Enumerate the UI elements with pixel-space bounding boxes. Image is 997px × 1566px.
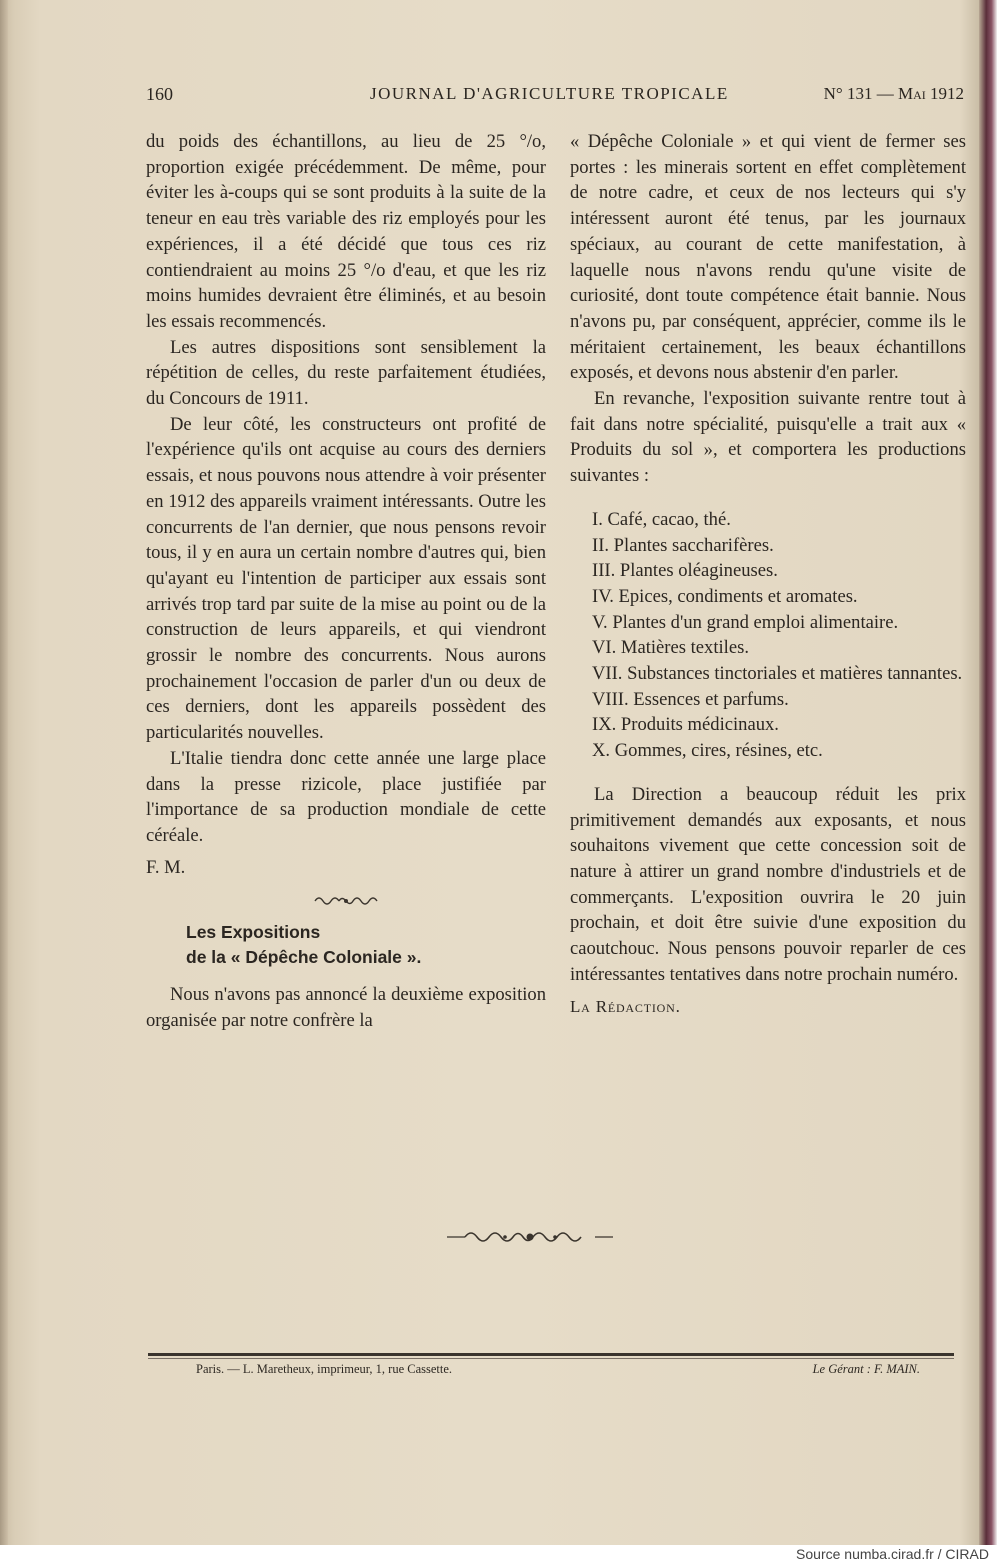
section-title: de la « Dépêche Coloniale ». [186,947,422,968]
manager-imprint: Le Gérant : F. MAIN. [812,1362,920,1376]
imprint-footer [196,1362,920,1382]
section-title: Les Expositions [186,922,321,943]
list-item: X. Gommes, cires, résines, etc. [592,740,823,762]
right-column [570,129,966,1019]
paragraph: La Direction a beaucoup réduit les prix primitivement demandés aux exposants, et nous souhaitons vivement que cette concession soit de nature à attirer un grand nombre d'industriels et de commerçants. L'exposition ouvrira le 20 juin prochain, et doit être suivie d'une exposition du caoutchouc. Nous pensons pouvoir reparler de ces intéressantes tentatives dans notre prochain numéro. [570,783,966,985]
decorative-ornament-icon [445,1226,615,1248]
author-signature: La Rédaction. [570,996,681,1016]
printer-imprint: Paris. — L. Maretheux, imprimeur, 1, rue Cassette. [196,1362,453,1376]
source-credit: Source numba.cirad.fr / CIRAD [796,1546,989,1562]
paragraph: du poids des échantillons, au lieu de 25 °/o, proportion exigée précédemment. De même, pour éviter les à-coups qui se sont produits à la suite de la teneur en eau très variable des riz employés pour les expériences, il a été décidé que tous ces riz contiendraient au moins 25 °/o d'eau, et que les riz moins humides devraient être éliminés, et au besoin les essais recommencés. [146,131,546,332]
journal-title: JOURNAL D'AGRICULTURE TROPICALE [370,84,729,103]
paragraph: Les autres dispositions sont sensiblement la répétition de celles, du reste parfaitement étudiées, du Concours de 1911. [146,336,546,410]
list-item: V. Plantes d'un grand emploi alimentaire. [592,611,899,633]
list-item: VII. Substances tinctoriales et matières tannantes. [592,663,963,685]
list-item: VIII. Essences et parfums. [592,688,789,710]
list-item: III. Plantes oléagineuses. [592,560,778,582]
paragraph: « Dépêche Coloniale » et qui vient de fermer ses portes : les minerais sortent en effet complètement de notre cadre, et ceux de nos lecteurs qui s'y intéressent auront été tenus, par les journaux spéciaux, au courant de cette manifestation, à laquelle nous n'avons rendu qu'une visite de curiosité, dont toute compétence était bannie. Nous n'avons pu, par conséquent, apprécier, comme ils le méritaient certainement, les beaux échantillons exposés, et devons nous abstenir d'en parler. [570,131,966,384]
paragraph: En revanche, l'exposition suivante rentre tout à fait dans notre spécialité, puisqu'elle a trait aux « Produits du sol », et comportera les productions suivantes : [570,388,966,487]
list-item: IV. Epices, condiments et aromates. [592,585,858,607]
paragraph: De leur côté, les constructeurs ont profité de l'expérience qu'ils ont acquise au cours des derniers essais, et nous pouvons nous attendre à voir présenter en 1912 des appareils vraiment intéressants. Outre les concurrents de l'an dernier, que nous pensons revoir tous, il y en aura un certain nombre d'autres qui, bien qu'ayant eu l'intention de participer aux essais sont arrivés trop tard par suite de la mise au point ou de la construction de leurs appareils, et qui viendront grossir le nombre des concurrents. Nous aurons prochainement l'occasion de parler d'un ou deux de ces derniers, dont les appareils possèdent des particularités nouvelles. [146,413,546,744]
issue-info [824,84,964,104]
author-signature: F. M. [146,856,186,878]
running-header [146,84,964,110]
small-ornament-icon [311,894,381,908]
issue-month: Mai [897,84,926,103]
issue-prefix: N° 131 — [823,84,898,103]
footer-rule [148,1353,954,1356]
left-column [146,129,546,1034]
list-item: II. Plantes saccharifères. [592,534,774,556]
list-item: I. Café, cacao, thé. [592,508,731,530]
page-left-edge [0,0,8,1545]
page-number: 160 [146,84,173,104]
issue-year: 1912 [925,84,964,103]
binding-spine [979,0,997,1545]
footer-rule-thin [148,1358,954,1359]
list-item: IX. Produits médicinaux. [592,714,779,736]
paragraph: L'Italie tiendra donc cette année une large place dans la presse rizicole, place justifiée par l'importance de sa production mondiale de cette céréale. [146,747,546,846]
list-item: VI. Matières textiles. [592,637,749,659]
product-list [570,507,966,764]
paragraph: Nous n'avons pas annoncé la deuxième exposition organisée par notre confrère la [146,984,546,1032]
